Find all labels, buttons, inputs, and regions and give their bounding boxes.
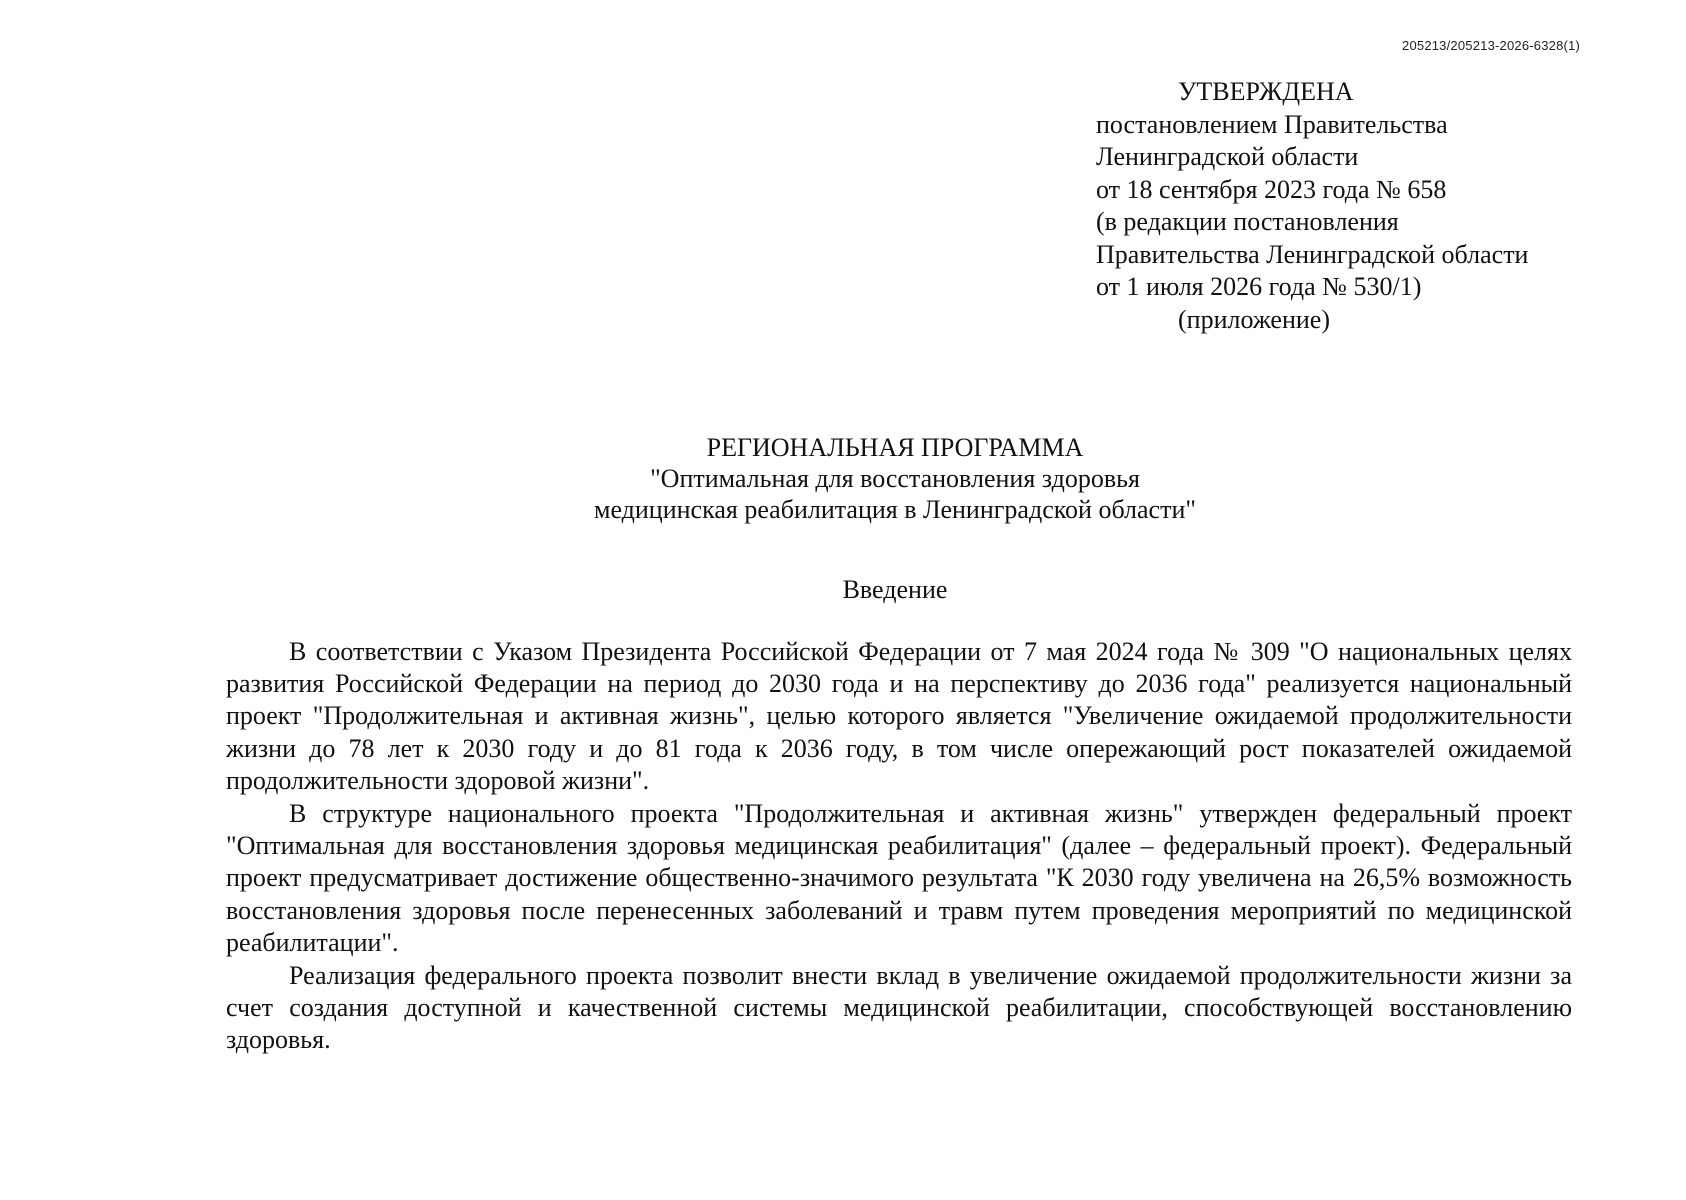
approval-line: постановлением Правительства: [1096, 109, 1448, 139]
body-text: [226, 636, 1572, 1057]
approval-line: от 1 июля 2026 года № 530/1): [1096, 272, 1422, 301]
approval-line: Правительства Ленинградской области: [1096, 239, 1529, 269]
approved-label: УТВЕРЖДЕНА: [1178, 77, 1354, 106]
annex-label: (приложение): [1178, 304, 1331, 334]
approval-line: (в редакции постановления: [1096, 207, 1399, 236]
approval-stamp: [1096, 76, 1616, 336]
section-heading: Введение: [842, 575, 948, 604]
paragraph: В структуре национального проекта "Продолжительная и активная жизнь" утвержден федеральный проект "Оптимальная для восстановления здоровья медицинская реабилитация" (далее – федеральный проект). Федеральный проект предусматривает достижение общественно-значимого результата "К 2030 году увеличена на 26,5% возможность восстановления здоровья после перенесенных заболеваний и травм путем проведения мероприятий по медицинской реабилитации".: [226, 799, 1572, 957]
paragraph: В соответствии с Указом Президента Российской Федерации от 7 мая 2024 года № 309 "О национальных целях развития Российской Федерации на период до 2030 года и на перспективу до 2036 года" реализуется национальный проект "Продолжительная и активная жизнь", целью которого является "Увеличение ожидаемой продолжительности жизни до 78 лет к 2030 году и до 81 года к 2036 году, в том числе опережающий рост показателей ожидаемой продолжительности здоровой жизни".: [226, 637, 1572, 795]
document-code: 205213/205213-2026-6328(1): [1402, 38, 1580, 53]
title-heading: РЕГИОНАЛЬНАЯ ПРОГРАММА: [706, 433, 1084, 462]
program-title: [0, 432, 1686, 525]
title-subtitle-line-2: медицинская реабилитация в Ленинградской области": [594, 495, 1196, 524]
approval-line: от 18 сентября 2023 года № 658: [1096, 174, 1447, 204]
approval-line: Ленинградской области: [1096, 142, 1359, 171]
paragraph: Реализация федерального проекта позволит внести вклад в увеличение ожидаемой продолжительности жизни за счет создания доступной и качественной системы медицинской реабилитации, способствующей восстановлению здоровья.: [226, 961, 1572, 1055]
title-subtitle-line-1: "Оптимальная для восстановления здоровья: [650, 464, 1140, 493]
